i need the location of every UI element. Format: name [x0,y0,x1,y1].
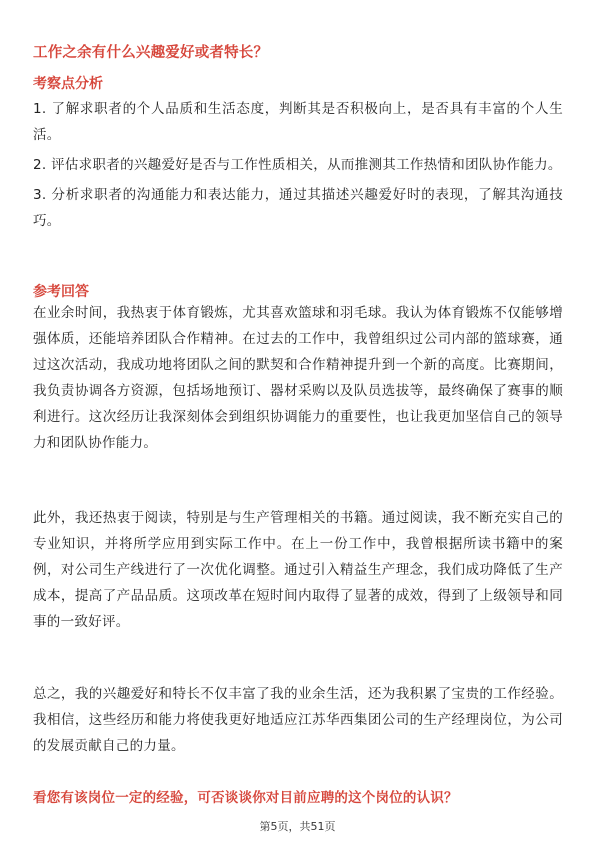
answer-paragraph: 此外，我还热衷于阅读，特别是与生产管理相关的书籍。通过阅读，我不断充实自己的专业知识，并将所学应用到实际工作中。在上一份工作中，我曾根据所读书籍中的案例，对公司生产线进行了一次优化调整。通过引入精益生产理念，我们成功降低了生产成本，提高了产品品质。这项改革在短时间内取得了显著的成效，得到了上级领导和同事的一致好评。 [33,510,563,630]
next-question-title: 看您有该岗位一定的经验，可否谈谈你对目前应聘的这个岗位的认识？ [33,790,458,806]
answer-heading: 参考回答 [33,284,89,300]
answer-paragraph: 在业余时间，我热衷于体育锻炼，尤其喜欢篮球和羽毛球。我认为体育锻炼不仅能够增强体质，还能培养团队合作精神。在过去的工作中，我曾组织过公司内部的篮球赛，通过这次活动，我成功地将团队之间的默契和合作精神提升到一个新的高度。比赛期间，我负责协调各方资源，包括场地预订、器材采购以及队员选拔等，最终确保了赛事的顺利进行。这次经历让我深刻体会到组织协调能力的重要性，也让我更加坚信自己的领导力和团队协作能力。 [33,305,563,451]
analysis-heading: 考察点分析 [33,76,103,92]
analysis-item: 2. 评估求职者的兴趣爱好是否与工作性质相关，从而推测其工作热情和团队协作能力。 [33,157,562,173]
analysis-item: 1. 了解求职者的个人品质和生活态度，判断其是否积极向上，是否具有丰富的个人生活。 [33,101,563,143]
question-title: 工作之余有什么兴趣爱好或者特长？ [33,45,269,61]
analysis-list [33,96,563,238]
page-number: 第5页，共51页 [259,820,336,833]
answer-paragraph: 总之，我的兴趣爱好和特长不仅丰富了我的业余生活，还为我积累了宝贵的工作经验。我相信，这些经历和能力将使我更好地适应江苏华西集团公司的生产经理岗位，为公司的发展贡献自己的力量。 [33,686,563,754]
analysis-item: 3. 分析求职者的沟通能力和表达能力，通过其描述兴趣爱好时的表现，了解其沟通技巧。 [33,187,563,229]
